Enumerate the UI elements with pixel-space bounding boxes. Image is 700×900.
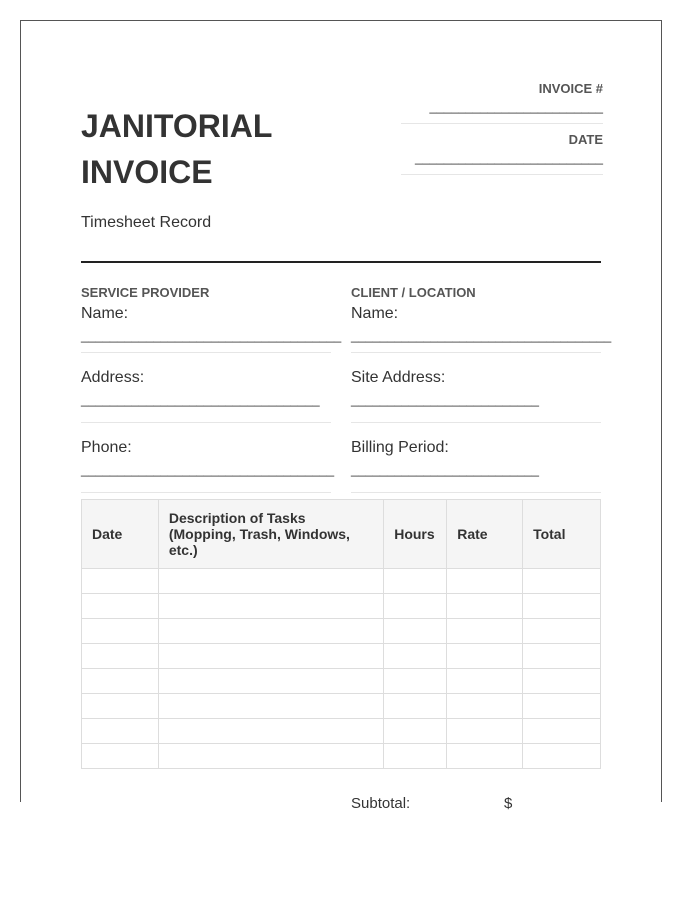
client-name-label: Name: — [351, 305, 399, 322]
cell-description[interactable] — [158, 669, 383, 694]
client-name-field-group — [351, 304, 612, 353]
column-header-hours: Hours — [384, 500, 447, 569]
cell-hours[interactable] — [384, 744, 447, 769]
subtotal-label: Subtotal: — [351, 795, 411, 812]
divider — [401, 123, 603, 124]
title-line-1: JANITORIAL — [81, 108, 273, 144]
subtotal-currency: $ — [504, 795, 513, 812]
invoice-number-label: INVOICE # — [538, 81, 603, 96]
title-line-2: INVOICE — [81, 154, 213, 190]
billing-period-field-group — [351, 438, 601, 493]
cell-rate[interactable] — [447, 594, 523, 619]
table-row — [82, 744, 601, 769]
divider — [81, 352, 331, 353]
cell-total[interactable] — [523, 694, 601, 719]
cell-description[interactable] — [158, 694, 383, 719]
cell-date[interactable] — [82, 644, 159, 669]
cell-hours[interactable] — [384, 644, 447, 669]
cell-date[interactable] — [82, 619, 159, 644]
table-row — [82, 644, 601, 669]
invoice-date-block — [401, 132, 603, 175]
table-row — [82, 619, 601, 644]
column-header-rate: Rate — [447, 500, 523, 569]
provider-name-label: Name: — [81, 305, 129, 322]
cell-description[interactable] — [158, 594, 383, 619]
invoice-page — [20, 20, 662, 812]
cell-rate[interactable] — [447, 644, 523, 669]
cell-hours[interactable] — [384, 694, 447, 719]
invoice-date-label: DATE — [568, 132, 603, 147]
cell-total[interactable] — [523, 594, 601, 619]
cell-date[interactable] — [82, 719, 159, 744]
client-location-heading: CLIENT / LOCATION — [351, 285, 476, 300]
table-row — [82, 719, 601, 744]
cell-rate[interactable] — [447, 694, 523, 719]
client-name-field[interactable]: ____________________________________ — [351, 328, 612, 343]
cell-rate[interactable] — [447, 669, 523, 694]
header-divider — [81, 261, 601, 263]
invoice-date-field[interactable]: __________________________ — [415, 150, 603, 165]
divider — [351, 422, 601, 423]
site-address-label: Site Address: — [351, 369, 446, 386]
cell-total[interactable] — [523, 644, 601, 669]
provider-name-field[interactable]: ____________________________________ — [81, 328, 342, 343]
provider-phone-label: Phone: — [81, 439, 132, 456]
cell-total[interactable] — [523, 619, 601, 644]
cell-date[interactable] — [82, 669, 159, 694]
service-provider-heading: SERVICE PROVIDER — [81, 285, 210, 300]
table-row — [82, 594, 601, 619]
table-row — [82, 694, 601, 719]
column-header-description: Description of Tasks (Mopping, Trash, Windows, etc.) — [158, 500, 383, 569]
table-header-row — [82, 500, 601, 569]
provider-phone-field-group — [81, 438, 335, 493]
table-body — [82, 569, 601, 769]
divider — [351, 352, 601, 353]
cell-rate[interactable] — [447, 744, 523, 769]
cell-total[interactable] — [523, 669, 601, 694]
column-header-total: Total — [523, 500, 601, 569]
invoice-number-field[interactable]: ________________________ — [429, 99, 603, 114]
cell-description[interactable] — [158, 569, 383, 594]
cell-hours[interactable] — [384, 619, 447, 644]
invoice-title — [81, 103, 272, 195]
cell-date[interactable] — [82, 594, 159, 619]
provider-phone-field[interactable]: ___________________________________ — [81, 462, 335, 477]
cell-date[interactable] — [82, 569, 159, 594]
table-row — [82, 669, 601, 694]
cell-date[interactable] — [82, 694, 159, 719]
invoice-subtitle: Timesheet Record — [81, 214, 212, 231]
provider-address-field[interactable]: _________________________________ — [81, 392, 320, 407]
cell-total[interactable] — [523, 569, 601, 594]
divider — [351, 492, 601, 493]
cell-hours[interactable] — [384, 669, 447, 694]
divider — [81, 422, 331, 423]
service-provider-section — [81, 285, 342, 493]
invoice-number-block — [401, 81, 603, 124]
billing-period-field[interactable]: __________________________ — [351, 462, 539, 477]
cell-total[interactable] — [523, 719, 601, 744]
client-location-section — [351, 285, 612, 493]
cell-description[interactable] — [158, 744, 383, 769]
provider-address-field-group — [81, 368, 331, 423]
provider-address-label: Address: — [81, 369, 145, 386]
cell-hours[interactable] — [384, 569, 447, 594]
divider — [81, 492, 331, 493]
table-row — [82, 569, 601, 594]
cell-description[interactable] — [158, 619, 383, 644]
cell-hours[interactable] — [384, 719, 447, 744]
cell-total[interactable] — [523, 744, 601, 769]
site-address-field[interactable]: __________________________ — [351, 392, 539, 407]
cell-description[interactable] — [158, 644, 383, 669]
divider — [401, 174, 603, 175]
column-header-date: Date — [82, 500, 159, 569]
tasks-table — [81, 499, 601, 769]
cell-rate[interactable] — [447, 719, 523, 744]
provider-name-field-group — [81, 304, 342, 353]
cell-hours[interactable] — [384, 594, 447, 619]
billing-period-label: Billing Period: — [351, 439, 449, 456]
cell-rate[interactable] — [447, 619, 523, 644]
cell-description[interactable] — [158, 719, 383, 744]
cell-rate[interactable] — [447, 569, 523, 594]
client-address-field-group — [351, 368, 601, 423]
cell-date[interactable] — [82, 744, 159, 769]
